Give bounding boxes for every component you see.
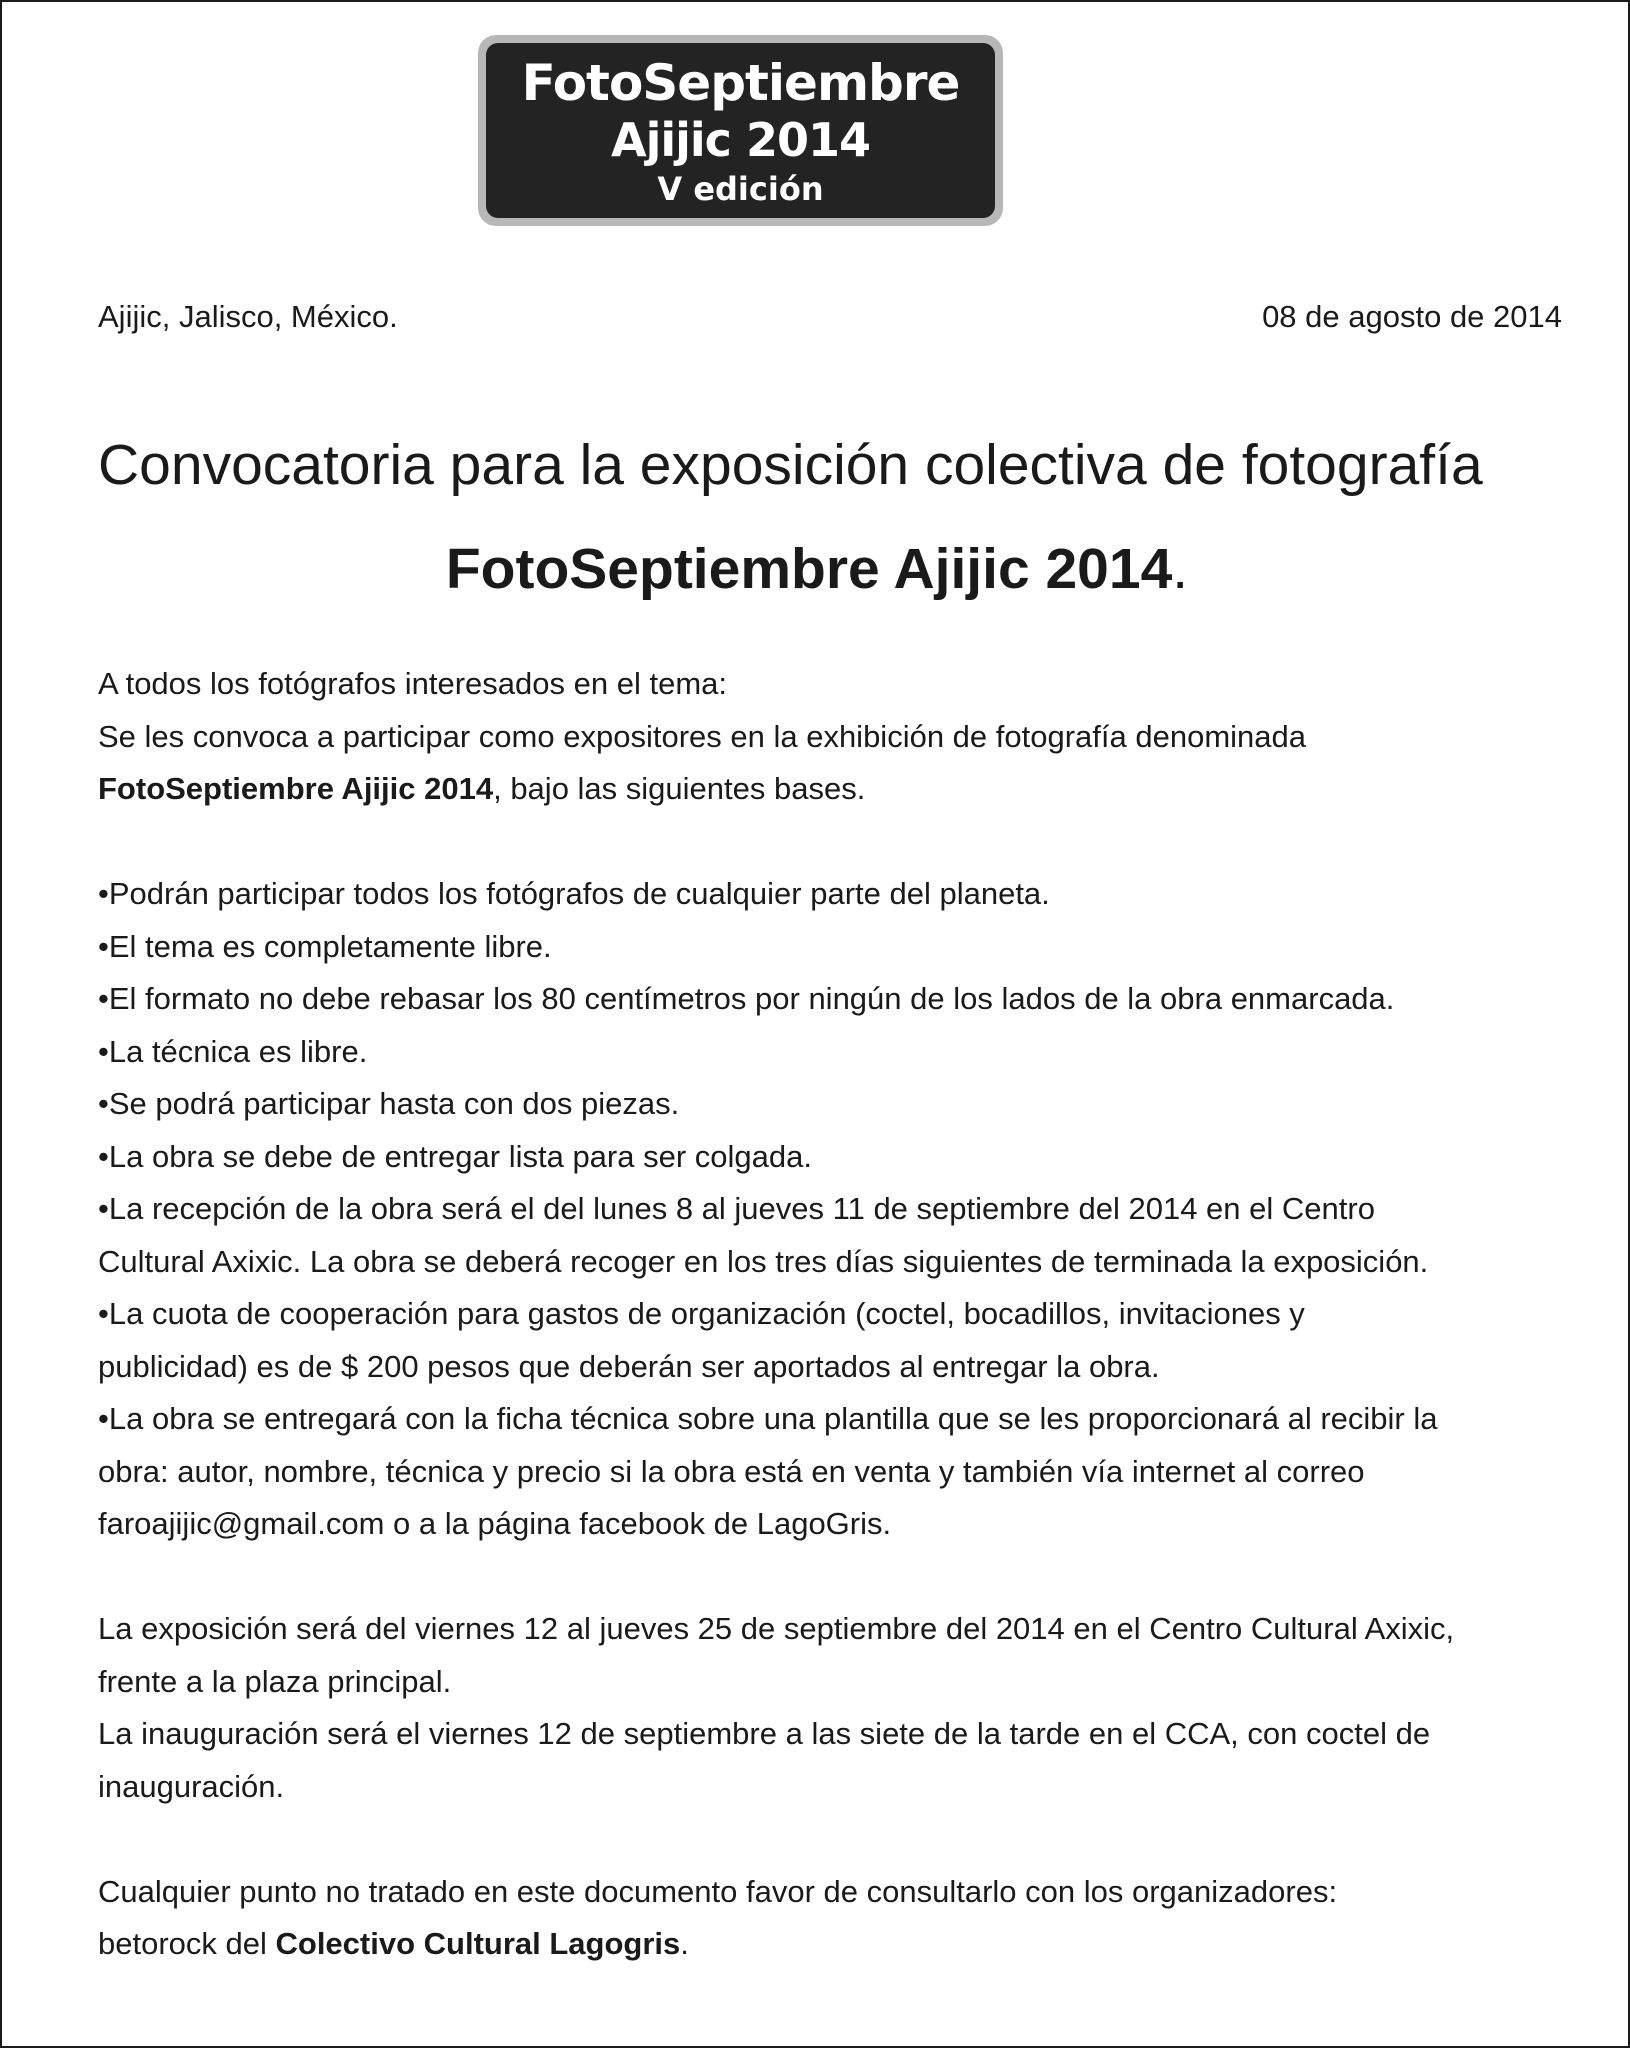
- document-subtitle: [2, 534, 1630, 604]
- paragraph-gap: [98, 1813, 1598, 1866]
- paragraph-gap: [98, 1551, 1598, 1604]
- invite-line: Se les convoca a participar como expositores en la exhibición de fotografía denominada: [98, 718, 1307, 754]
- signature-period: .: [680, 1926, 689, 1961]
- signature-text: betorock del: [98, 1926, 276, 1961]
- document-title: Convocatoria para la exposición colectiva de fotografía: [98, 433, 1483, 497]
- rule-line: •La recepción de la obra será el del lunes 8 al jueves 11 de septiembre del 2014 en el Centro: [98, 1191, 1375, 1226]
- place-line: Ajijic, Jalisco, México.: [98, 299, 398, 334]
- event-logo-panel: [486, 43, 995, 218]
- rule-line: Cultural Axixic. La obra se deberá recoger en los tres días siguientes de terminada la exposición.: [98, 1243, 1429, 1279]
- title-period: .: [1172, 537, 1189, 601]
- rule-line: obra: autor, nombre, técnica y precio si la obra está en venta y también vía internet al correo: [98, 1453, 1365, 1489]
- event-name-title: FotoSeptiembre Ajijic 2014: [445, 537, 1173, 601]
- rule-line: •La obra se entregará con la ficha técnica sobre una plantilla que se les proporcionará al recibir la: [98, 1401, 1438, 1436]
- event-logo: [478, 35, 1003, 226]
- paragraph-gap: [98, 816, 1598, 869]
- exhibition-line: La inauguración será el viernes 12 de septiembre a las siete de la tarde en el CCA, con coctel de: [98, 1716, 1431, 1751]
- bases-line: [98, 763, 1598, 816]
- closing-signature: [98, 1918, 1598, 1971]
- exhibition-line: frente a la plaza principal.: [98, 1663, 452, 1699]
- bases-text: , bajo las siguientes bases.: [493, 771, 866, 806]
- logo-line-2: Ajijic 2014: [611, 113, 870, 167]
- rule-line: •El formato no debe rebasar los 80 centímetros por ningún de los lados de la obra enmarcada.: [98, 981, 1395, 1016]
- rule-line: •La técnica es libre.: [98, 1033, 368, 1069]
- logo-line-3: V edición: [657, 170, 824, 208]
- organization-name: Colectivo Cultural Lagogris: [275, 1926, 681, 1961]
- rule-line: publicidad) es de $ 200 pesos que deberán ser aportados al entregar la obra.: [98, 1348, 1160, 1384]
- exhibition-line: La exposición será del viernes 12 al jueves 25 de septiembre del 2014 en el Centro Cultural Axixic,: [98, 1611, 1455, 1646]
- rule-line: •La obra se debe de entregar lista para ser colgada.: [98, 1138, 812, 1174]
- rule-line: •Se podrá participar hasta con dos piezas.: [98, 1086, 680, 1121]
- greeting-line: A todos los fotógrafos interesados en el tema:: [98, 666, 727, 701]
- document-body: [98, 658, 1598, 1971]
- rule-line: •La cuota de cooperación para gastos de organización (coctel, bocadillos, invitaciones y: [98, 1296, 1305, 1331]
- logo-line-1: FotoSeptiembre: [521, 54, 960, 112]
- date-line: 08 de agosto de 2014: [1262, 299, 1562, 334]
- rule-line: •El tema es completamente libre.: [98, 928, 552, 964]
- closing-line: Cualquier punto no tratado en este documento favor de consultarlo con los organizadores:: [98, 1873, 1338, 1909]
- rule-line: faroajijic@gmail.com o a la página facebook de LagoGris.: [98, 1506, 892, 1541]
- rule-line: •Podrán participar todos los fotógrafos de cualquier parte del planeta.: [98, 876, 1050, 911]
- event-name-inline: FotoSeptiembre Ajijic 2014: [98, 771, 494, 806]
- exhibition-line: inauguración.: [98, 1768, 285, 1804]
